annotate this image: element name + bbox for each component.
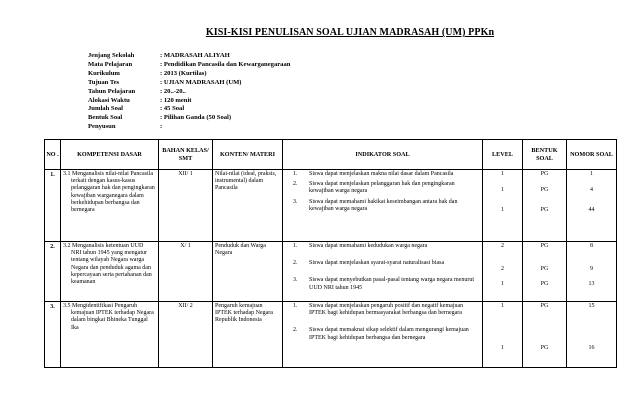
header-nomor: NOMOR SOAL (567, 140, 617, 170)
level-value: 1 (501, 207, 504, 213)
cell-konten: Pengaruh kemajuan IPTEK terhadap Negara Republik Indonesia (213, 302, 283, 368)
bentuk-value: PG (540, 266, 549, 272)
cell-kompetensi (61, 170, 159, 242)
cell-no: 2. (45, 242, 61, 302)
indikator-number: 1. (293, 171, 298, 177)
indikator-text: Siswa dapat menjelaskan makna nilai dasar dalam Pancasila (309, 171, 454, 177)
indikator-text: Siswa dapat memaknai sikap selektif dalam mengurangi kemajuan IPTEK bagi kehidupan berbangsa dan bernegara (309, 327, 469, 341)
table-header-row (45, 140, 617, 170)
indikator-item (293, 199, 478, 213)
meta-key: Tujuan Tes (88, 78, 120, 86)
cell-bahan: X/ 1 (159, 242, 213, 302)
header-indikator: INDIKATOR SOAL (283, 140, 483, 170)
indikator-number: 1. (293, 303, 298, 309)
cell-bahan: XII/ 2 (159, 302, 213, 368)
cell-kompetensi (61, 302, 159, 368)
meta-key: Alokasi Waktu (88, 96, 130, 104)
cell-nomor (567, 170, 617, 242)
table-row (45, 302, 617, 368)
nomor-value: 8 (590, 243, 593, 249)
meta-key: Penyusun (88, 123, 116, 131)
cell-konten: Nilai-nilai (ideal, praksis, instrumental) dalam Pancasila (213, 170, 283, 242)
nomor-value: 15 (588, 303, 595, 309)
meta-value: : UJIAN MADRASAH (UM) (160, 78, 242, 86)
indikator-item (293, 260, 478, 267)
level-value: 1 (501, 303, 504, 309)
meta-row (88, 79, 290, 88)
bentuk-value: PG (540, 345, 549, 351)
cell-nomor (567, 302, 617, 368)
level-value: 2 (501, 266, 504, 272)
kisi-kisi-table (44, 139, 617, 368)
indikator-text: Siswa dapat menyebutkan pasal-pasal tentang warga negara menurut UUD NRI tahun 1945 (309, 277, 474, 291)
cell-bentuk (523, 170, 567, 242)
cell-level (483, 242, 523, 302)
bentuk-value: PG (540, 243, 549, 249)
level-value: 1 (501, 345, 504, 351)
meta-row (88, 123, 290, 132)
indikator-number: 3. (293, 277, 298, 284)
nomor-value: 4 (590, 187, 593, 193)
meta-row (88, 114, 290, 123)
meta-value: : 45 Soal (160, 105, 185, 113)
indikator-text: Siswa dapat memahami kedudukan warga negara (309, 243, 428, 249)
bentuk-value: PG (540, 207, 549, 213)
meta-key: Mata Pelajaran (88, 60, 133, 68)
meta-key: Tahun Pelajaran (88, 87, 136, 95)
indikator-item (293, 171, 478, 178)
cell-konten: Penduduk dan Warga Negara (213, 242, 283, 302)
meta-key: Bentuk Soal (88, 114, 123, 122)
cell-no: 1. (45, 170, 61, 242)
indikator-item (293, 181, 478, 195)
cell-kompetensi (61, 242, 159, 302)
meta-value: : (160, 123, 163, 131)
bentuk-value: PG (540, 281, 549, 287)
meta-value: : 20..-20.. (160, 87, 186, 95)
meta-value: : 2013 (Kurtilas) (160, 69, 207, 77)
meta-value: : 120 menit (160, 96, 192, 104)
header-level: LEVEL (483, 140, 523, 170)
table-row (45, 170, 617, 242)
nomor-value: 1 (590, 171, 593, 177)
kompetensi-text: 3.1 Menganalisis nilai-nilai Pancasila terkait dengan kasus-kasus pelanggaran hak dan pengingkaran kewajiban warganegara dalam berkehidupan berbangsa dan bernegara (63, 171, 155, 214)
indikator-item (293, 243, 478, 250)
cell-bentuk (523, 302, 567, 368)
indikator-text: Siswa dapat menjelaskan pengaruh positif dan negatif kemajuan IPTEK bagi kehidupan bermasyarakat berbangsa dan bernegara (309, 303, 464, 317)
cell-indikator (283, 170, 483, 242)
indikator-item (293, 277, 478, 291)
meta-info (88, 52, 290, 132)
indikator-number: 2. (293, 327, 298, 334)
indikator-text: Siswa dapat menjelaskan pelanggaran hak dan pengingkaran kewajiban warga negara (309, 181, 455, 195)
bentuk-value: PG (540, 187, 549, 193)
cell-indikator (283, 302, 483, 368)
level-value: 1 (501, 187, 504, 193)
header-no: NO . (45, 140, 61, 170)
meta-row (88, 70, 290, 79)
meta-row (88, 105, 290, 114)
cell-nomor (567, 242, 617, 302)
header-bentuk: BENTUK SOAL (523, 140, 567, 170)
meta-row (88, 88, 290, 97)
kompetensi-text: 3.2 Menganalisis ketentuan UUD NRI tahun 1945 yang mengatur tentang wilayah Negara warga Negara dan penduduk agama dan kepercayaan serta pertahanan dan keamanan (63, 243, 152, 286)
indikator-number: 2. (293, 260, 298, 267)
meta-value: : Pendidikan Pancasila dan Kewarganegaraan (160, 60, 291, 68)
meta-row (88, 52, 290, 61)
meta-key: Kurikulum (88, 69, 120, 77)
meta-value: : MADRASAH ALIYAH (160, 52, 230, 59)
table-row (45, 242, 617, 302)
cell-indikator (283, 242, 483, 302)
indikator-text: Siswa dapat menjelaskan syarat-syarat naturalisasi biasa (309, 260, 445, 267)
header-bahan: BAHAN KELAS/ SMT (159, 140, 213, 170)
cell-bahan: XII/ 1 (159, 170, 213, 242)
header-kompetensi: KOMPETENSI DASAR (61, 140, 159, 170)
cell-level (483, 302, 523, 368)
meta-value: : Pilihan Ganda (50 Soal) (160, 114, 232, 122)
level-value: 1 (501, 281, 504, 287)
indikator-number: 3. (293, 198, 298, 205)
indikator-item (293, 327, 478, 341)
nomor-value: 9 (590, 266, 593, 272)
meta-key: Jenjang Sekolah (88, 52, 135, 59)
level-value: 2 (501, 243, 504, 249)
indikator-number: 1. (293, 243, 298, 249)
level-value: 1 (501, 171, 504, 177)
bentuk-value: PG (540, 171, 549, 177)
cell-no: 3. (45, 302, 61, 368)
nomor-value: 44 (588, 207, 595, 213)
document-title: KISI-KISI PENULISAN SOAL UJIAN MADRASAH (UM) PPKn (205, 27, 495, 38)
meta-row (88, 97, 290, 106)
indikator-number: 2. (293, 181, 298, 188)
indikator-item (293, 303, 478, 317)
nomor-value: 13 (588, 281, 595, 287)
meta-key: Jumlah Soal (88, 105, 123, 113)
cell-bentuk (523, 242, 567, 302)
meta-row (88, 61, 290, 70)
bentuk-value: PG (540, 303, 549, 309)
cell-level (483, 170, 523, 242)
nomor-value: 16 (588, 345, 595, 351)
kompetensi-text: 3.5 Mengidentifikasi Pengaruh kemajuan IPTEK terhadap Negara dalam bingkai Bhineka Tunggal Ika (63, 303, 154, 331)
header-konten: KONTEN/ MATERI (213, 140, 283, 170)
indikator-text: Siswa dapat memahami hakikat keseimbangan antara hak dan kewajiban warga negara (309, 198, 458, 212)
